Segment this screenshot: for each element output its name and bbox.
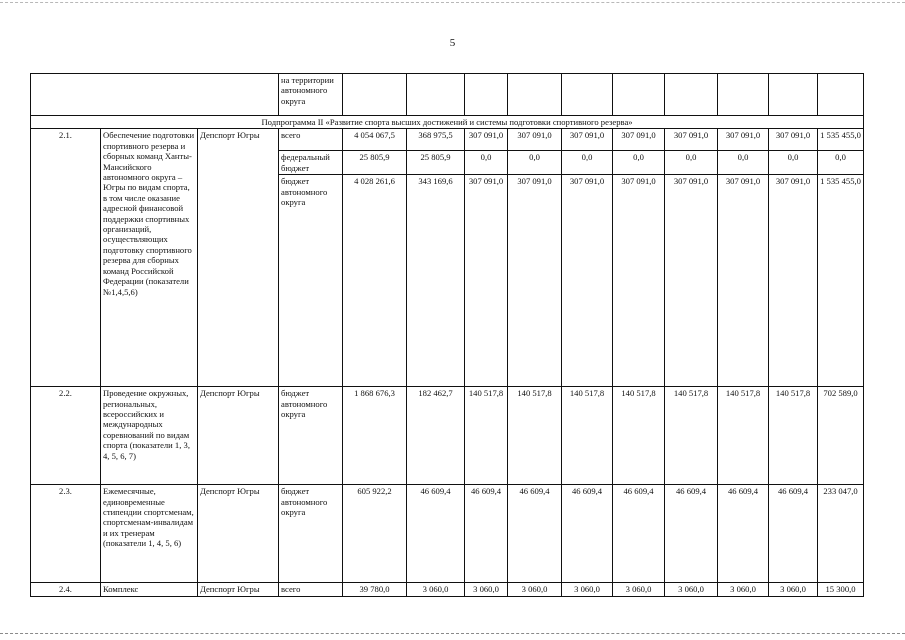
cell-amount: 25 805,9 [407,151,465,175]
cell-empty [31,74,279,116]
cell-amount: 307 091,0 [613,175,665,387]
cell-amount: 307 091,0 [665,175,718,387]
cell-item-number: 2.3. [31,485,101,583]
cell-amount: 4 028 261,6 [343,175,407,387]
cell-amount: 1 535 455,0 [818,129,864,151]
cell-measure-name: Ежемесячные, единовременные стипендии спортсменам, спортсменам-инвалидам и их тренерам (показатели 1, 4, 5, 6) [101,485,198,583]
cell-amount: 15 300,0 [818,583,864,596]
cell-empty [665,74,718,116]
cell-amount: 307 091,0 [613,129,665,151]
cell-empty [718,74,769,116]
cell-amount: 140 517,8 [562,387,613,485]
cell-amount: 307 091,0 [465,129,508,151]
cell-amount: 0,0 [718,151,769,175]
cell-amount: 46 609,4 [562,485,613,583]
cell-amount: 46 609,4 [407,485,465,583]
cell-amount: 3 060,0 [407,583,465,596]
cell-amount: 307 091,0 [508,129,562,151]
cell-amount: 307 091,0 [665,129,718,151]
cell-empty [343,74,407,116]
cell-amount: 307 091,0 [465,175,508,387]
cell-amount: 307 091,0 [562,129,613,151]
table-row [31,129,864,151]
cell-amount: 307 091,0 [562,175,613,387]
page-number: 5 [449,37,456,49]
cell-amount: 3 060,0 [508,583,562,596]
cell-amount: 3 060,0 [613,583,665,596]
cell-amount: 307 091,0 [769,129,818,151]
cell-amount: 46 609,4 [665,485,718,583]
cell-amount: 307 091,0 [718,129,769,151]
cell-amount: 25 805,9 [343,151,407,175]
cell-amount: 140 517,8 [769,387,818,485]
cell-amount: 0,0 [562,151,613,175]
cell-item-number: 2.2. [31,387,101,485]
cell-amount: 1 535 455,0 [818,175,864,387]
cell-executor: Депспорт Югры [198,387,279,485]
cell-amount: 0,0 [465,151,508,175]
cell-empty [818,74,864,116]
cell-amount: 0,0 [818,151,864,175]
cell-item-number: 2.1. [31,129,101,387]
cell-amount: 140 517,8 [613,387,665,485]
cell-empty [407,74,465,116]
scan-top-edge [0,2,905,3]
cell-executor: Депспорт Югры [198,583,279,596]
cell-amount: 3 060,0 [769,583,818,596]
cell-amount: 140 517,8 [718,387,769,485]
cell-amount: 39 780,0 [343,583,407,596]
cell-executor: Депспорт Югры [198,485,279,583]
cell-empty [508,74,562,116]
cell-amount: 307 091,0 [718,175,769,387]
cell-executor: Депспорт Югры [198,129,279,387]
cell-funding-source: всего [279,129,343,151]
cell-amount: 233 047,0 [818,485,864,583]
cell-funding-source: бюджет автономного округа [279,485,343,583]
cell-amount: 46 609,4 [613,485,665,583]
cell-amount: 1 868 676,3 [343,387,407,485]
cell-measure-name: Проведение окружных, региональных, всероссийских и международных соревнований по видам спорта (показатели 1, 3, 4, 5, 6, 7) [101,387,198,485]
cell-amount: 0,0 [508,151,562,175]
cell-empty [769,74,818,116]
cell-amount: 307 091,0 [769,175,818,387]
cell-amount: 3 060,0 [562,583,613,596]
cell-funding-source: федеральный бюджет [279,151,343,175]
subprogram-title: Подпрограмма II «Развитие спорта высших достижений и системы подготовки спортивного резерва» [31,116,864,129]
cell-measure-name: Обеспечение подготовки спортивного резерва и сборных команд Ханты-Мансийского автономного округа – Югры по видам спорта, в том числе оказание адресной финансовой поддержки спортивных организаций, осуществляющих подготовку спортивного резерва для сборных команд Российской Федерации (показатели №1,4,5,6) [101,129,198,387]
cell-amount: 182 462,7 [407,387,465,485]
cell-amount: 343 169,6 [407,175,465,387]
cell-amount: 307 091,0 [508,175,562,387]
cell-amount: 46 609,4 [769,485,818,583]
cell-amount: 3 060,0 [665,583,718,596]
cell-funding-source: на территории автономного округа [279,74,343,116]
cell-empty [465,74,508,116]
cell-amount: 0,0 [769,151,818,175]
table-row-subprogram [31,116,864,129]
cell-amount: 46 609,4 [508,485,562,583]
cell-amount: 702 589,0 [818,387,864,485]
budget-table [30,73,864,597]
cell-funding-source: всего [279,583,343,596]
cell-amount: 140 517,8 [465,387,508,485]
cell-amount: 3 060,0 [718,583,769,596]
cell-amount: 140 517,8 [508,387,562,485]
cell-amount: 4 054 067,5 [343,129,407,151]
table-row [31,485,864,583]
table-row [31,583,864,596]
table-body [31,74,864,597]
table-row-continuation [31,74,864,116]
scan-bottom-edge [0,633,905,634]
cell-empty [562,74,613,116]
cell-amount: 46 609,4 [465,485,508,583]
cell-amount: 605 922,2 [343,485,407,583]
cell-funding-source: бюджет автономного округа [279,175,343,387]
cell-measure-name: Комплекс [101,583,198,596]
cell-amount: 368 975,5 [407,129,465,151]
cell-amount: 140 517,8 [665,387,718,485]
cell-item-number: 2.4. [31,583,101,596]
cell-amount: 0,0 [613,151,665,175]
cell-funding-source: бюджет автономного округа [279,387,343,485]
cell-empty [613,74,665,116]
cell-amount: 0,0 [665,151,718,175]
cell-amount: 3 060,0 [465,583,508,596]
cell-amount: 46 609,4 [718,485,769,583]
table-row [31,387,864,485]
